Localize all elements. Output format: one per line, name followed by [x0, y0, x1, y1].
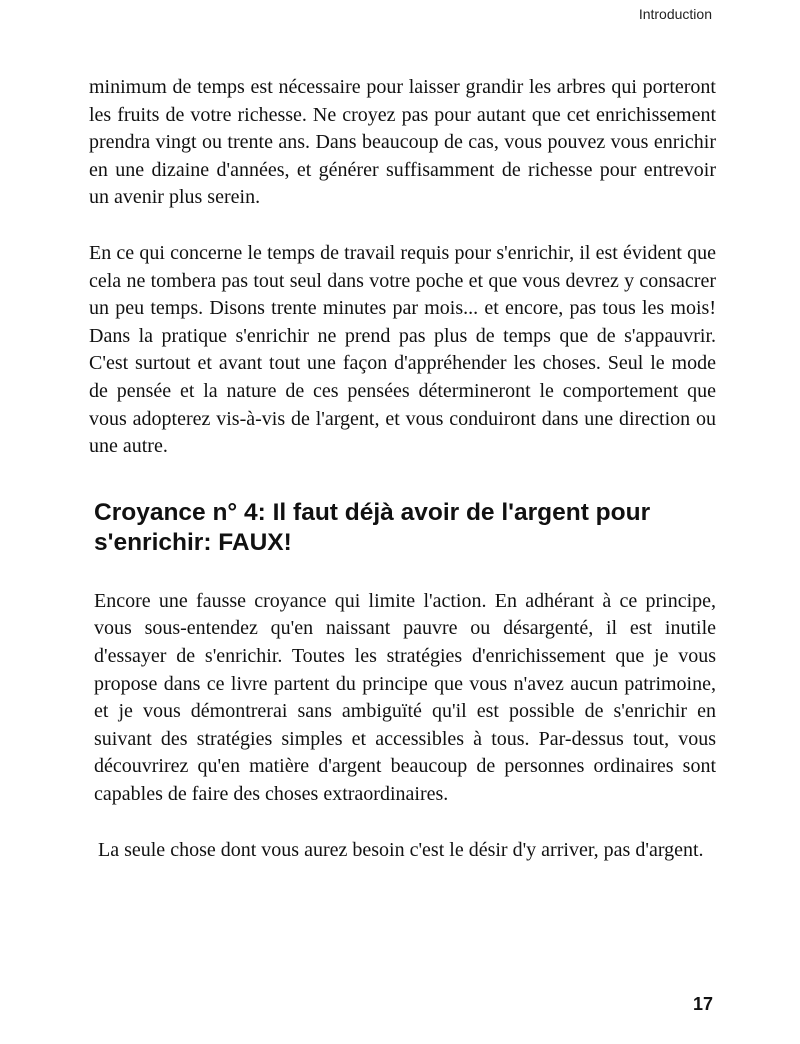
body-paragraph: Encore une fausse croyance qui limite l'action. En adhérant à ce principe, vous sous-entendez qu'en naissant pauvre ou désargenté, il est inutile d'essayer de s'enrichir. Toutes les stratégies d'enrichissement que je vous propose dans ce livre partent du principe que vous n'avez aucun patrimoine, et je vous démontrerai sans ambiguïté qu'il est possible de s'enrichir en suivant des stratégies simples et accessibles à tous. Par-dessus tout, vous découvrirez qu'en matière d'argent beaucoup de personnes ordinaires sont capables de faire des choses extraordinaires.: [94, 589, 716, 805]
page-number: 17: [692, 994, 713, 1014]
body-paragraph: minimum de temps est nécessaire pour laisser grandir les arbres qui porteront les fruits de votre richesse. Ne croyez pas pour autant que cet enrichissement prendra vingt ou trente ans. Dans beaucoup de cas, vous pouvez vous enrichir en une dizaine d'années, et générer suffisamment de richesse pour entrevoir un avenir plus serein.: [89, 76, 716, 209]
section-heading: Croyance n° 4: Il faut déjà avoir de l'argent pour s'enrichir: FAUX!: [94, 498, 651, 556]
body-paragraph: En ce qui concerne le temps de travail requis pour s'enrichir, il est évident que cela ne tombera pas tout seul dans votre poche et que vous devrez y consacrer un peu temps. Disons trente minutes par mois... et encore, pas tous les mois! Dans la pratique s'enrichir ne prend pas plus de temps que de s'appauvrir. C'est surtout et avant tout une façon d'appréhender les choses. Seul le mode de pensée et la nature de ces pensées détermineront le comportement que vous adopterez vis-à-vis de l'argent, et vous conduiront dans une direction ou une autre.: [89, 241, 716, 458]
running-header: Introduction: [638, 6, 712, 22]
page-content: [89, 74, 716, 865]
body-paragraph: La seule chose dont vous aurez besoin c'est le désir d'y arriver, pas d'argent.: [98, 839, 704, 862]
